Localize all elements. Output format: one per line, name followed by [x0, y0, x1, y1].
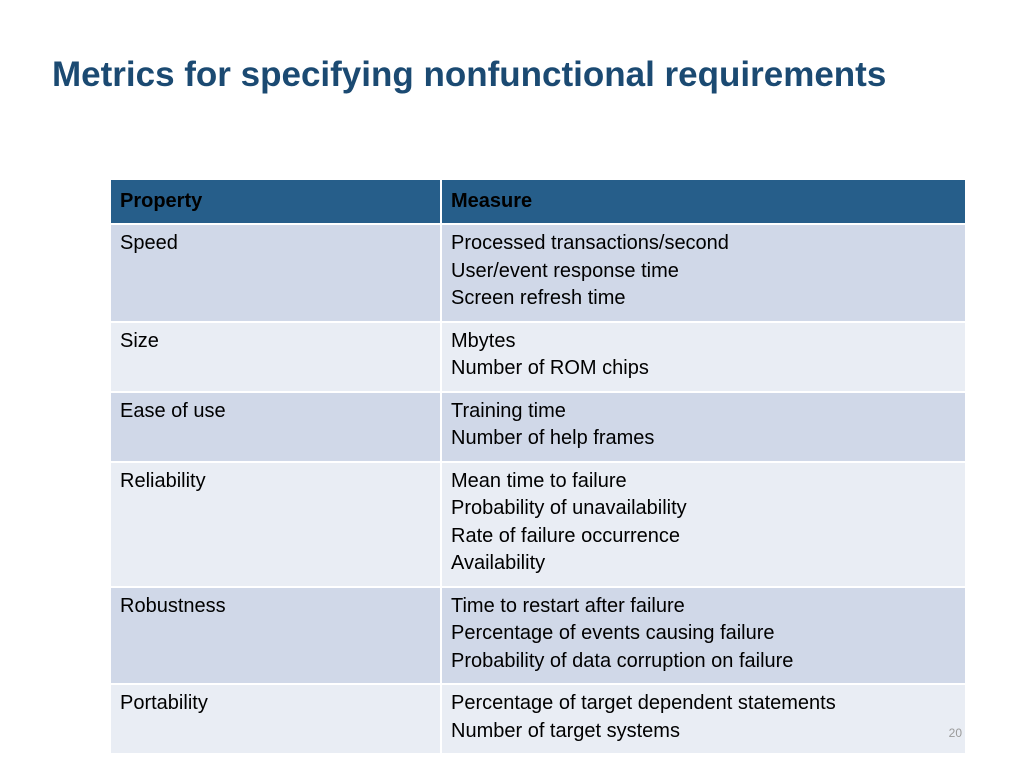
measure-item: Number of target systems: [451, 719, 680, 742]
measure-item: Percentage of target dependent statements: [451, 692, 836, 714]
property-cell: Ease of use: [111, 392, 441, 462]
measure-item: Percentage of events causing failure: [451, 622, 775, 644]
table-header-row: [111, 180, 965, 224]
table-row: [111, 684, 965, 754]
property-cell: Speed: [111, 224, 441, 322]
measure-item: Time to restart after failure: [451, 594, 685, 617]
property-cell: Robustness: [111, 587, 441, 685]
measure-item: Probability of data corruption on failure: [451, 649, 794, 672]
measure-cell: [441, 587, 965, 685]
measure-item: Number of ROM chips: [451, 357, 649, 379]
measure-cell: [441, 322, 965, 392]
measure-item: Probability of unavailability: [451, 497, 687, 519]
measure-item: Training time: [451, 399, 566, 422]
measure-cell: [441, 392, 965, 462]
table-row: [111, 322, 965, 392]
measure-item: Number of help frames: [451, 427, 655, 449]
measure-cell: [441, 462, 965, 587]
measure-item: Screen refresh time: [451, 287, 626, 309]
property-cell: Size: [111, 322, 441, 392]
measure-column-header: Measure: [441, 180, 965, 224]
measure-item: Mbytes: [451, 329, 516, 352]
measure-item: Availability: [451, 552, 546, 574]
property-cell: Reliability: [111, 462, 441, 587]
property-column-header: Property: [111, 180, 441, 224]
measure-item: User/event response time: [451, 259, 679, 282]
table-row: [111, 224, 965, 322]
table-row: [111, 462, 965, 587]
slide-title: Metrics for specifying nonfunctional requirements: [52, 55, 887, 94]
measure-cell: [441, 224, 965, 322]
measure-item: Rate of failure occurrence: [451, 524, 681, 547]
metrics-table: [111, 180, 965, 755]
measure-item: Mean time to failure: [451, 469, 627, 492]
page-number: 20: [948, 726, 962, 740]
property-cell: Portability: [111, 684, 441, 754]
table-row: [111, 392, 965, 462]
measure-cell: [441, 684, 965, 754]
table-row: [111, 587, 965, 685]
measure-item: Processed transactions/second: [451, 232, 729, 254]
